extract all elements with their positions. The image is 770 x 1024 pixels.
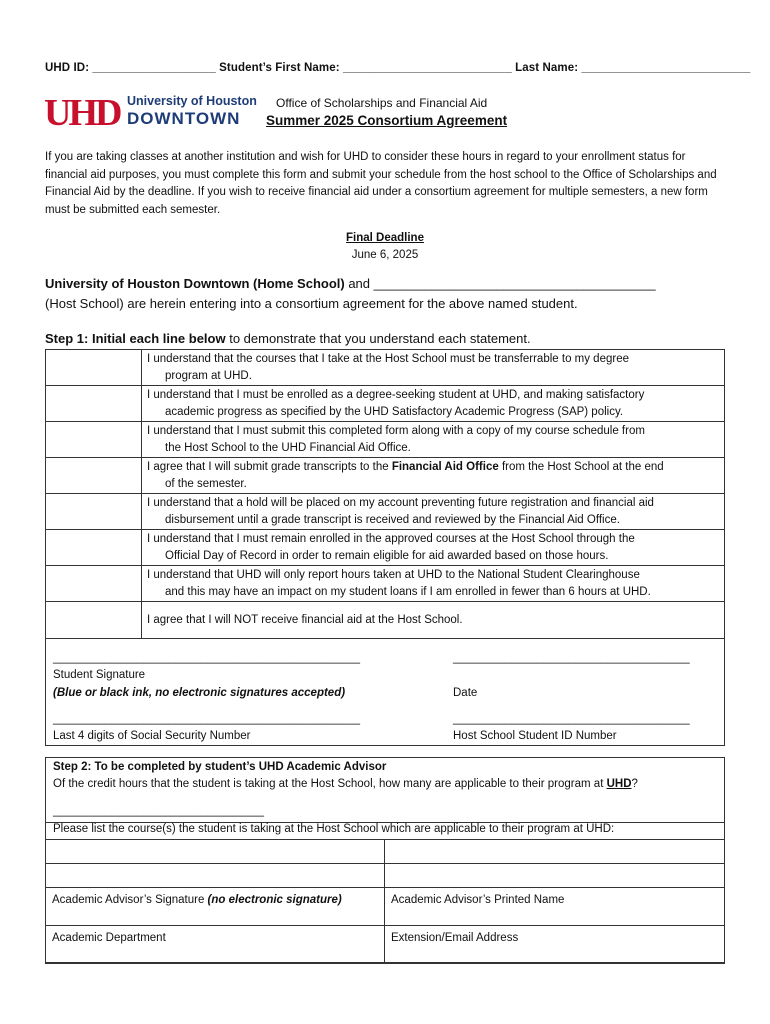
initial-box[interactable] <box>46 422 142 458</box>
initial-box[interactable] <box>46 350 142 386</box>
table-row <box>46 458 725 494</box>
statement-cell: I understand that I must submit this completed form along with a copy of my course schedule from the Host School to the UHD Financial Aid Office. <box>142 422 725 458</box>
table-row <box>46 350 725 386</box>
credit-hours-input[interactable]: _________________________________ <box>53 805 265 817</box>
deadline-date: June 6, 2025 <box>351 249 419 261</box>
student-signature-label: Student Signature <box>53 669 146 681</box>
host-id-line[interactable]: _____________________________________ <box>453 713 690 725</box>
uhd-logo-letters: UHD <box>44 93 120 129</box>
courses-question: Please list the course(s) the student is taking at the Host School which are applicable to their program at UHD: <box>53 823 615 835</box>
home-school-name: University of Houston Downtown (Home School) <box>45 276 345 291</box>
statement-cell: I agree that I will NOT receive financial aid at the Host School. <box>142 602 725 639</box>
ink-note: (Blue or black ink, no electronic signatures accepted) <box>53 687 346 699</box>
table-row <box>46 386 725 422</box>
department-cell[interactable]: Academic Department <box>46 926 385 964</box>
student-signature-line[interactable]: ________________________________________________ <box>53 652 360 664</box>
course-cell[interactable] <box>46 840 385 864</box>
statement-cell: I understand that a hold will be placed on my account preventing future registration and financial aid disbursement until a grade transcript is received and reviewed by the Financial Aid Office. <box>142 494 725 530</box>
logo-university-name: University of Houston <box>127 94 257 108</box>
ssn-label: Last 4 digits of Social Security Number <box>53 730 251 742</box>
table-row <box>46 864 725 888</box>
table-row <box>46 530 725 566</box>
table-row <box>46 566 725 602</box>
initial-box[interactable] <box>46 530 142 566</box>
course-cell[interactable] <box>385 864 725 888</box>
initial-box[interactable] <box>46 386 142 422</box>
course-cell[interactable] <box>46 864 385 888</box>
table-row <box>46 840 725 864</box>
table-row <box>46 494 725 530</box>
agreement-statement <box>45 274 735 314</box>
date-label: Date <box>453 687 478 699</box>
ssn-line[interactable]: ________________________________________________ <box>53 713 360 725</box>
initials-table <box>45 349 725 639</box>
student-signature-box <box>45 626 725 746</box>
advisor-grid <box>45 839 725 964</box>
extension-cell[interactable]: Extension/Email Address <box>385 926 725 964</box>
deadline-label: Final Deadline <box>346 232 424 244</box>
credit-hours-question: Of the credit hours that the student is taking at the Host School, how many are applicable to their program at UHD? <box>53 778 638 790</box>
table-row <box>46 888 725 926</box>
host-school-input[interactable]: _______________________________________ <box>373 276 656 291</box>
host-id-label: Host School Student ID Number <box>453 730 617 742</box>
initial-box[interactable] <box>46 566 142 602</box>
step1-heading <box>45 331 531 346</box>
form-title: Summer 2025 Consortium Agreement <box>266 113 508 128</box>
statement-cell: I understand that UHD will only report hours taken at UHD to the National Student Clearinghouse and this may have an impact on my student loans if I am enrolled in fewer than 6 hours at UHD. <box>142 566 725 602</box>
logo-downtown: DOWNTOWN <box>127 109 241 128</box>
statement-cell: I agree that I will submit grade transcripts to the Financial Aid Office from the Host School at the end of the semester. <box>142 458 725 494</box>
table-row <box>46 926 725 964</box>
initial-box[interactable] <box>46 458 142 494</box>
step2-title: Step 2: To be completed by student’s UHD Academic Advisor <box>53 761 387 773</box>
date-line[interactable]: _____________________________________ <box>453 652 690 664</box>
agreement-line-2: (Host School) are herein entering into a consortium agreement for the above named student. <box>45 296 578 311</box>
advisor-section <box>45 757 725 963</box>
student-id-name-line[interactable]: UHD ID: ___________________ Student’s First Name: __________________________ Last Name: __________________________ <box>45 62 751 74</box>
advisor-signature-cell[interactable]: Academic Advisor’s Signature (no electronic signature) <box>46 888 385 926</box>
statement-cell: I understand that the courses that I take at the Host School must be transferrable to my degree program at UHD. <box>142 350 725 386</box>
step1-label: Step 1: Initial each line below <box>45 331 226 346</box>
advisor-name-cell[interactable]: Academic Advisor’s Printed Name <box>385 888 725 926</box>
initial-box[interactable] <box>46 494 142 530</box>
agreement-and: and <box>344 276 374 291</box>
statement-cell: I understand that I must remain enrolled in the approved courses at the Host School through the Official Day of Record in order to remain eligible for aid awarded based on those hours. <box>142 530 725 566</box>
office-name: Office of Scholarships and Financial Aid <box>276 96 488 110</box>
intro-paragraph: If you are taking classes at another institution and wish for UHD to consider these hours in regard to your enrollment status for financial aid purposes, you must complete this form and submit your schedule from the host school to the Office of Scholarships and Financial Aid by the deadline. If you wish to receive financial aid under a consortium agreement for multiple semesters, a new form must be submitted each semester. <box>45 151 717 216</box>
table-row <box>46 422 725 458</box>
uhd-logo <box>44 93 257 129</box>
course-cell[interactable] <box>385 840 725 864</box>
step1-instruction: to demonstrate that you understand each statement. <box>225 331 531 346</box>
statement-cell: I understand that I must be enrolled as a degree-seeking student at UHD, and making satisfactory academic progress as specified by the UHD Satisfactory Academic Progress (SAP) policy. <box>142 386 725 422</box>
